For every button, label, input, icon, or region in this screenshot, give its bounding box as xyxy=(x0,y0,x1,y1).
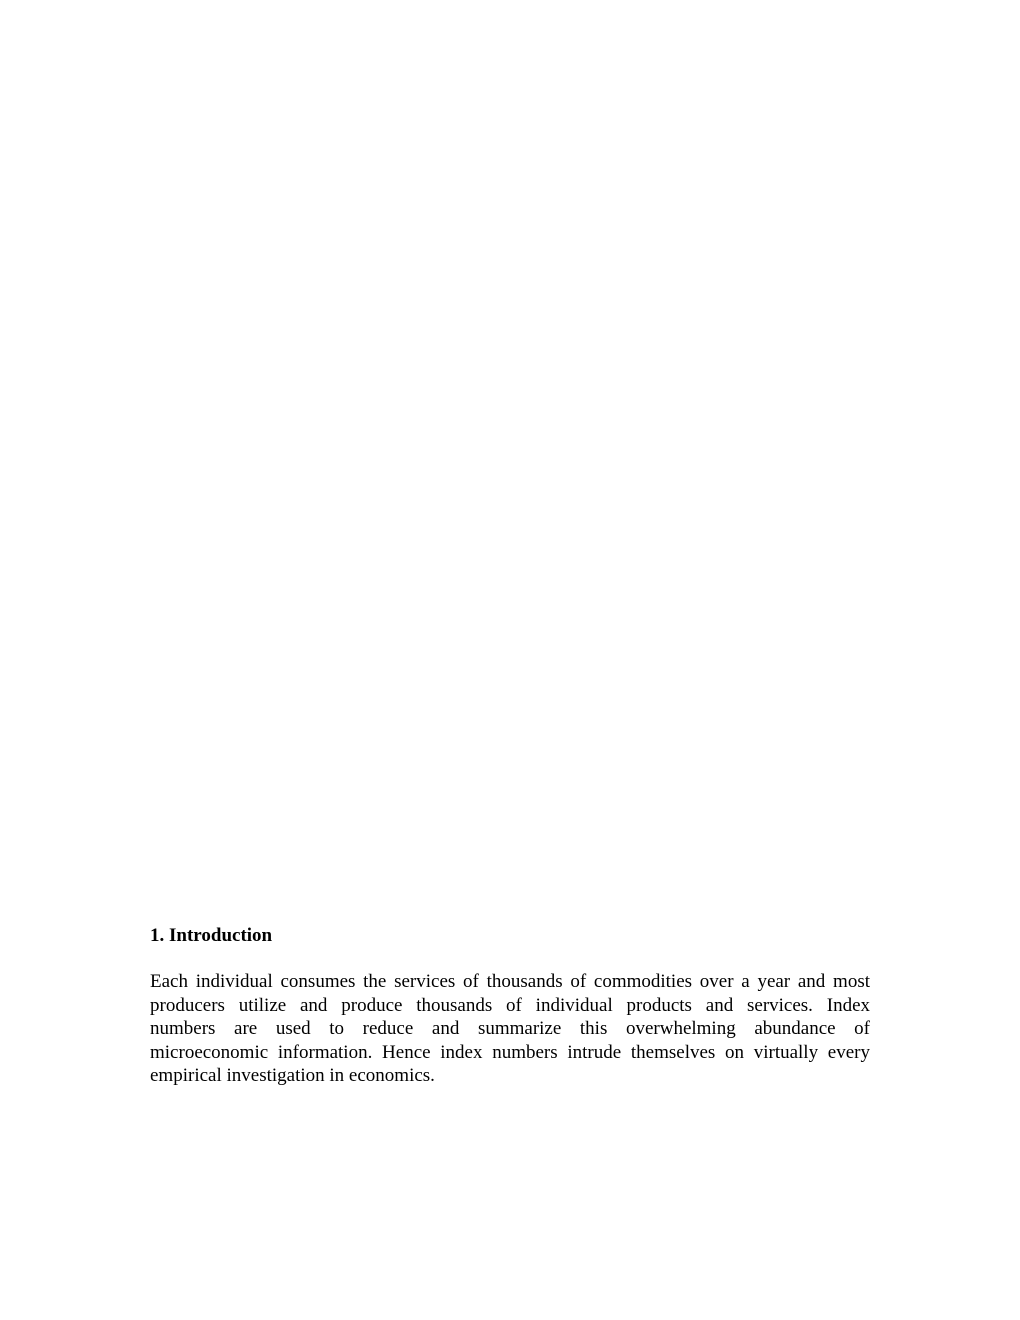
introduction-section xyxy=(150,924,870,1088)
paragraph-line: producers utilize and produce thousands of individual products and services. Index xyxy=(150,994,870,1016)
paragraph-line: Each individual consumes the services of thousands of commodities over a year and most xyxy=(150,971,870,992)
paragraph-line: empirical investigation in economics. xyxy=(150,1065,435,1087)
introduction-paragraph xyxy=(150,970,870,1088)
paragraph-line: numbers are used to reduce and summarize this overwhelming abundance of xyxy=(150,1018,870,1040)
paragraph-line: microeconomic information. Hence index numbers intrude themselves on virtually every xyxy=(150,1041,870,1063)
section-heading: 1. Introduction xyxy=(150,925,273,946)
